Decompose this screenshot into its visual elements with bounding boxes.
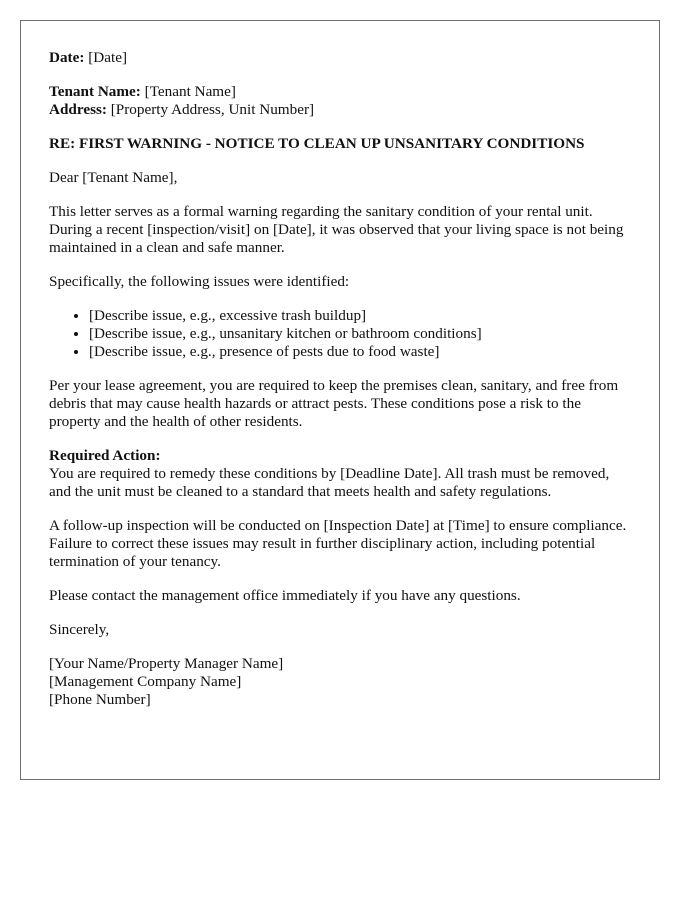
address-value: [Property Address, Unit Number] xyxy=(110,101,315,118)
signature-company: [Management Company Name] xyxy=(49,673,242,690)
date-value: [Date] xyxy=(88,49,128,66)
address-label: Address: xyxy=(49,101,107,118)
contact-paragraph: Please contact the management office immediately if you have any questions. xyxy=(49,587,521,604)
issue-item: • [Describe issue, e.g., presence of pests due to food waste] xyxy=(89,343,631,361)
issue-item: • [Describe issue, e.g., excessive trash buildup] xyxy=(89,307,631,325)
signature-phone: [Phone Number] xyxy=(49,691,151,708)
required-action-block xyxy=(49,447,631,501)
tenant-name-line xyxy=(49,83,631,101)
signature-block xyxy=(49,655,631,709)
recipient-block xyxy=(49,83,631,119)
closing: Sincerely, xyxy=(49,621,110,638)
issues-intro: Specifically, the following issues were identified: xyxy=(49,273,350,290)
tenant-name-value: [Tenant Name] xyxy=(144,83,236,100)
subject-line: RE: FIRST WARNING - NOTICE TO CLEAN UP UNSANITARY CONDITIONS xyxy=(49,135,585,152)
required-action-text: You are required to remedy these conditions by [Deadline Date]. All trash must be removed, and the unit must be cleaned to a standard that meets health and safety regulations. xyxy=(49,465,610,500)
issues-list xyxy=(49,307,631,361)
address-line xyxy=(49,101,631,119)
salutation: Dear [Tenant Name], xyxy=(49,169,178,186)
required-action-heading: Required Action: xyxy=(49,447,161,464)
letter-page xyxy=(20,20,660,780)
date-line xyxy=(49,49,631,67)
lease-paragraph: Per your lease agreement, you are required to keep the premises clean, sanitary, and free from debris that may cause health hazards or attract pests. These conditions pose a risk to the property and the health of other residents. xyxy=(49,377,619,430)
signature-name: [Your Name/Property Manager Name] xyxy=(49,655,284,672)
issue-item: • [Describe issue, e.g., unsanitary kitchen or bathroom conditions] xyxy=(89,325,631,343)
tenant-name-label: Tenant Name: xyxy=(49,83,141,100)
followup-paragraph: A follow-up inspection will be conducted on [Inspection Date] at [Time] to ensure compliance. Failure to correct these issues may result in further disciplinary action, including potential termination of your tenancy. xyxy=(49,517,627,570)
date-label: Date: xyxy=(49,49,85,66)
intro-paragraph: This letter serves as a formal warning regarding the sanitary condition of your rental unit. During a recent [inspection/visit] on [Date], it was observed that your living space is not being maintained in a clean and safe manner. xyxy=(49,203,624,256)
